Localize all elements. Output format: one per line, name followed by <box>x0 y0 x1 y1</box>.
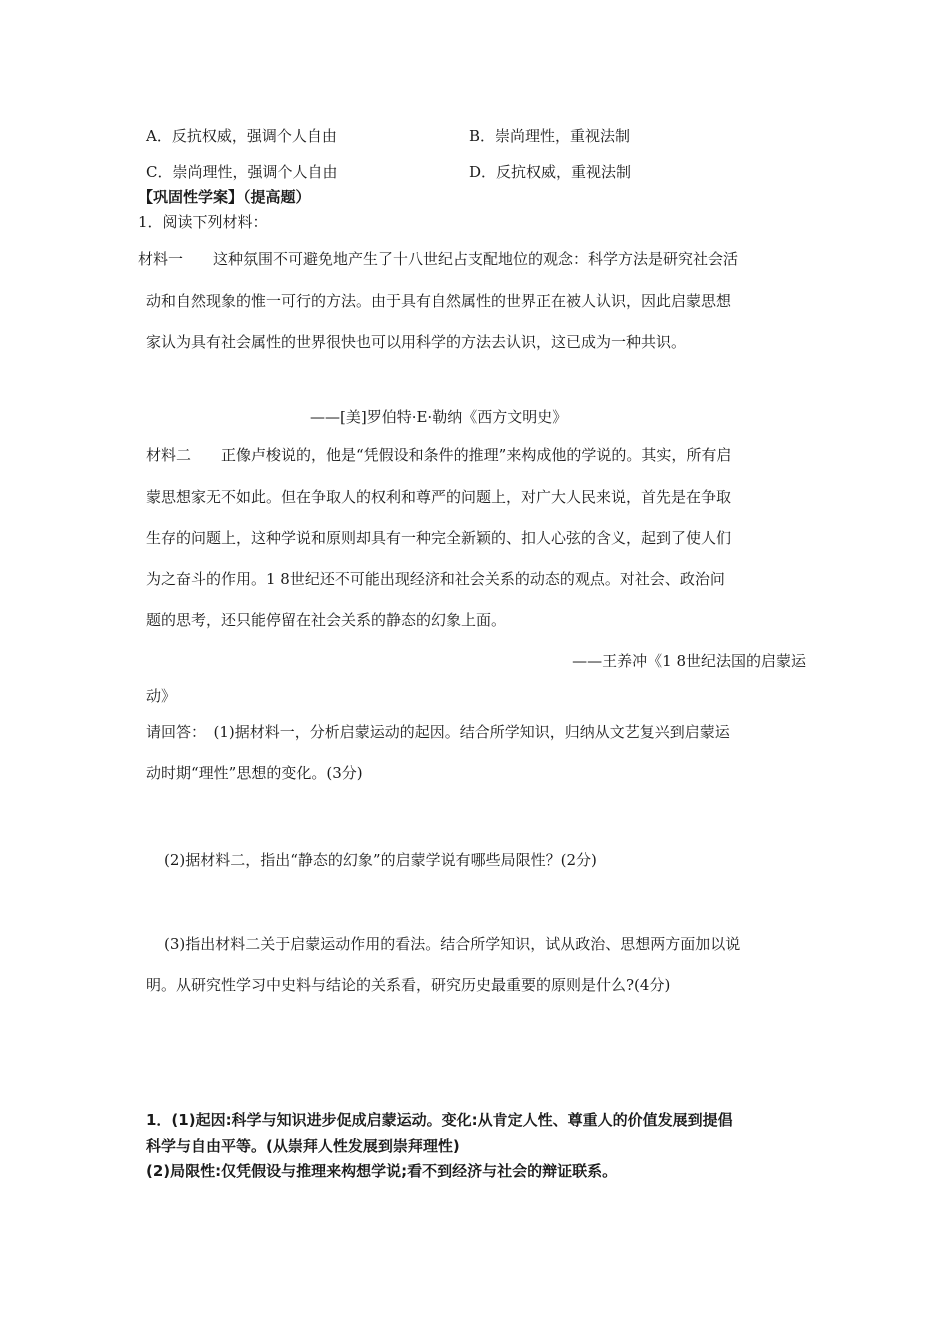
option-b: B．崇尚理性，重视法制 <box>469 127 631 145</box>
section-heading: 【巩固性学案】（提高题） <box>138 188 311 206</box>
question3-line: 明。从研究性学习中史料与结论的关系看，研究历史最重要的原则是什么?(4分) <box>146 976 671 994</box>
material1-line: 材料一 这种氛围不可避免地产生了十八世纪占支配地位的观念：科学方法是研究社会活 <box>138 250 739 268</box>
question-intro: 1．阅读下列材料： <box>138 213 268 231</box>
option-d: D．反抗权威，重视法制 <box>469 163 632 181</box>
material2-line: 生存的问题上，这种学说和原则却具有一种完全新颖的、扣人心弦的含义，起到了使人们 <box>146 529 732 547</box>
material1-line: 动和自然现象的惟一可行的方法。由于具有自然属性的世界正在被人认识，因此启蒙思想 <box>146 292 732 310</box>
material2-line: 为之奋斗的作用。1 8世纪还不可能出现经济和社会关系的动态的观点。对社会、政治问 <box>146 570 725 588</box>
source1: ——[美]罗伯特·E·勒纳《西方文明史》 <box>310 408 568 426</box>
option-c: C．崇尚理性，强调个人自由 <box>146 163 338 181</box>
source2-line1: ——王养冲《1 8世纪法国的启蒙运 <box>572 652 806 670</box>
question1-line: 动时期“理性”思想的变化。(3分) <box>146 764 363 782</box>
source2-line2: 动》 <box>146 687 177 705</box>
answer-line: (2)局限性:仅凭假设与推理来构想学说;看不到经济与社会的辩证联系。 <box>146 1162 618 1180</box>
material1-line: 家认为具有社会属性的世界很快也可以用科学的方法去认识，这已成为一种共识。 <box>146 333 687 351</box>
question1-line: 请回答： (1)据材料一，分析启蒙运动的起因。结合所学知识，归纳从文艺复兴到启蒙运 <box>146 723 730 741</box>
question3-line: (3)指出材料二关于启蒙运动作用的看法。结合所学知识，试从政治、思想两方面加以说 <box>164 935 741 953</box>
answer-line: 科学与自由平等。(从崇拜人性发展到崇拜理性) <box>146 1137 460 1155</box>
material2-line: 材料二 正像卢梭说的，他是“凭假设和条件的推理”来构成他的学说的。其实，所有启 <box>146 446 732 464</box>
answer-line: 1．(1)起因:科学与知识进步促成启蒙运动。变化:从肯定人性、尊重人的价值发展到提倡 <box>146 1111 733 1129</box>
material2-line: 蒙思想家无不如此。但在争取人的权利和尊严的问题上，对广大人民来说，首先是在争取 <box>146 488 732 506</box>
option-a: A．反抗权威，强调个人自由 <box>146 127 337 145</box>
question2: (2)据材料二，指出“静态的幻象”的启蒙学说有哪些局限性？(2分) <box>164 851 597 869</box>
material2-line: 题的思考，还只能停留在社会关系的静态的幻象上面。 <box>146 611 507 629</box>
